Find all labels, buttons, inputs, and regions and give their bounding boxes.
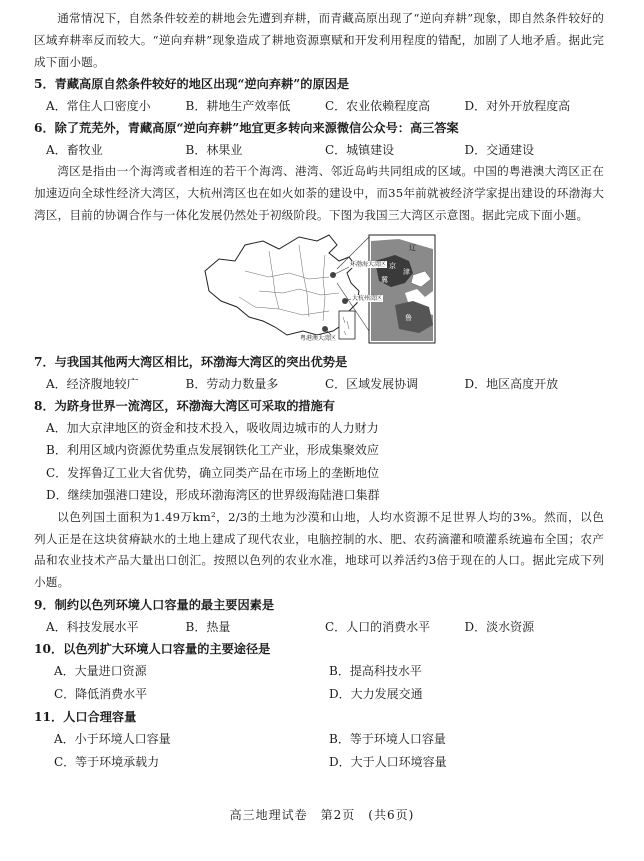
page-footer: 高三地理试卷 第2页 (共6页) [229,808,415,822]
question-9-stem: 9．制约以色列环境人口容量的最主要因素是 [34,597,275,612]
passage-3: 以色列国土面积为1.49万km²，2/3的土地为沙漠和山地，人均水资源不足世界人均的3%。然而，以色列人正是在这块贫瘠缺水的土地上建成了现代农业，电脑控制的水、肥、农药滴灌和喷灌系统遍布全国；农产品和农业技术产品大量出口创汇。按照以色列的农业水准，地球可以养活约3倍于现在的人口。据此完成下列小题。 [34,509,604,590]
inset-label-ji: 冀 [381,275,388,284]
q6-option-a[interactable]: A．畜牧业 [46,143,103,158]
inset-label-jin: 津 [403,267,410,276]
q9-option-d[interactable]: D．淡水资源 [464,619,535,634]
q11-option-a[interactable]: A．小于环境人口容量 [54,731,171,746]
q5-option-b[interactable]: B．耕地生产效率低 [185,99,291,114]
bay-area-map [199,231,439,349]
question-10-stem: 10．以色列扩大环境人口容量的主要途径是 [34,641,271,656]
q11-option-d[interactable]: D．大于人口环境容量 [329,754,447,769]
q8-option-b[interactable]: B．利用区域内资源优势重点发展钢铁化工产业，形成集聚效应 [46,443,379,458]
question-8-stem: 8．为跻身世界一流湾区，环渤海大湾区可采取的措施有 [34,398,335,413]
inset-label-lu: 鲁 [405,313,412,322]
china-map-svg [199,231,439,349]
question-11-stem: 11．人口合理容量 [34,709,137,724]
q5-option-d[interactable]: D．对外开放程度高 [464,99,571,114]
q8-option-a[interactable]: A．加大京津地区的资金和技术投入，吸收周边城市的人力财力 [46,420,379,435]
question-9-options [34,616,604,638]
q9-option-b[interactable]: B．热量 [185,619,231,634]
inset-label-jing: 京 [389,261,396,270]
question-7-options [34,373,604,395]
q5-option-c[interactable]: C．农业依赖程度高 [325,99,431,114]
q10-option-c[interactable]: C．降低消费水平 [54,686,148,701]
inset-label-liao: 辽 [409,243,416,252]
q6-option-d[interactable]: D．交通建设 [464,143,535,158]
q7-option-d[interactable]: D．地区高度开放 [464,376,559,391]
question-11-options [34,728,604,774]
passage-1: 通常情况下，自然条件较差的耕地会先遭到弃耕，而青藏高原出现了“逆向弃耕”现象，即自然条件较好的区域弃耕率反而较大。“逆向弃耕”现象造成了耕地资源禀赋和开发利用程度的错配，加剧了人地矛盾。据此完成下面小题。 [34,11,604,69]
question-10-options [34,660,604,706]
map-label-bohai: 环渤海大湾区 [350,260,387,268]
q10-option-b[interactable]: B．提高科技水平 [329,663,422,678]
question-6-options [34,139,604,161]
passage-2: 湾区是指由一个海湾或者相连的若干个海湾、港湾、邻近岛屿共同组成的区域。中国的粤港澳大湾区正在加速迈向全球性经济大湾区，大杭州湾区也在如火如荼的建设中，而35年前就被经济学家提出建设的环渤海大湾区，目前的协调合作与一体化发展仍然处于初级阶段。下图为我国三大湾区示意图。据此完成下面小题。 [34,164,604,222]
q7-option-b[interactable]: B．劳动力数量多 [185,376,279,391]
q11-option-b[interactable]: B．等于环境人口容量 [329,731,446,746]
map-label-yuegang: 粤港澳大湾区 [300,334,337,342]
map-label-hangzhou: 大杭州湾区 [352,294,383,302]
question-5-stem: 5．青藏高原自然条件较好的地区出现“逆向弃耕”的原因是 [34,77,350,92]
q8-option-c[interactable]: C．发挥鲁辽工业大省优势，确立同类产品在市场上的垄断地位 [46,465,380,480]
q8-option-d[interactable]: D．继续加强港口建设，形成环渤海湾区的世界级海陆港口集群 [46,488,380,503]
q6-option-c[interactable]: C．城镇建设 [325,143,395,158]
question-6-stem: 6．除了荒芜外，青藏高原“逆向弃耕”地宜更多转向来源微信公众号：高三答案 [34,121,459,136]
q10-option-a[interactable]: A．大量进口资源 [54,663,147,678]
q11-option-c[interactable]: C．等于环境承载力 [54,754,160,769]
q7-option-c[interactable]: C．区域发展协调 [325,376,419,391]
question-7-stem: 7．与我国其他两大湾区相比，环渤海大湾区的突出优势是 [34,354,348,369]
q7-option-a[interactable]: A．经济腹地较广 [46,376,139,391]
q9-option-a[interactable]: A．科技发展水平 [46,619,139,634]
q9-option-c[interactable]: C．人口的消费水平 [325,619,431,634]
china-outline [205,235,359,335]
question-5-options [34,95,604,117]
bay-area-map-figure [34,231,604,349]
south-sea-inset [339,311,355,339]
q5-option-a[interactable]: A．常住人口密度小 [46,99,151,114]
q6-option-b[interactable]: B．林果业 [185,143,243,158]
q10-option-d[interactable]: D．大力发展交通 [329,686,423,701]
